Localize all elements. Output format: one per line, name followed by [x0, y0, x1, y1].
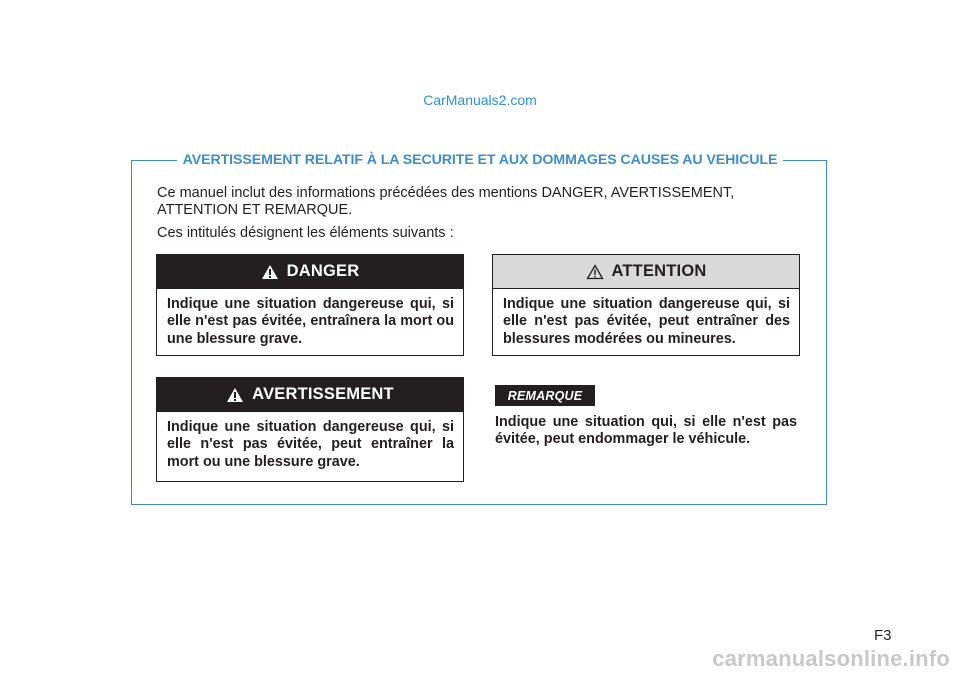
attention-text: Indique une situation dangereuse qui, si elle n'est pas évitée, peut entraîner des blessures modérées ou mineures.	[503, 296, 790, 347]
danger-title: DANGER	[286, 262, 360, 280]
avertissement-text: Indique une situation dangereuse qui, si elle n'est pas évitée, peut entraîner la mort ou une blessure grave.	[167, 419, 454, 470]
avertissement-header	[157, 378, 463, 412]
danger-header	[157, 255, 463, 289]
remarque-badge: REMARQUE	[495, 385, 595, 406]
avertissement-title: AVERTISSEMENT	[252, 385, 394, 403]
warning-triangle-outline-icon	[586, 264, 604, 280]
watermark-carmanuals2: CarManuals2.com	[423, 92, 537, 108]
attention-box	[492, 254, 800, 356]
avertissement-box	[156, 377, 464, 482]
intro-line-2: Ces intitulés désignent les éléments suivants :	[157, 225, 454, 241]
attention-header	[493, 255, 799, 289]
intro-line-1: Ce manuel inclut des informations précédées des mentions DANGER, AVERTISSEMENT, ATTENTION ET REMARQUE.	[157, 185, 735, 218]
section-title-wrap	[0, 151, 960, 169]
intro-text	[157, 185, 807, 242]
attention-title: ATTENTION	[611, 262, 707, 280]
danger-box	[156, 254, 464, 356]
watermark-carmanualsonline: carmanualsonline.info	[712, 646, 950, 671]
danger-text: Indique une situation dangereuse qui, si elle n'est pas évitée, entraînera la mort ou une blessure grave.	[167, 296, 454, 347]
section-title: AVERTISSEMENT RELATIF À LA SECURITE ET AUX DOMMAGES CAUSES AU VEHICULE	[177, 152, 784, 168]
warning-triangle-icon	[261, 264, 279, 280]
warning-triangle-icon	[226, 387, 244, 403]
page-number: F3	[874, 627, 892, 644]
remarque-text: Indique une situation qui, si elle n'est pas évitée, peut endommager le véhicule.	[495, 414, 797, 448]
